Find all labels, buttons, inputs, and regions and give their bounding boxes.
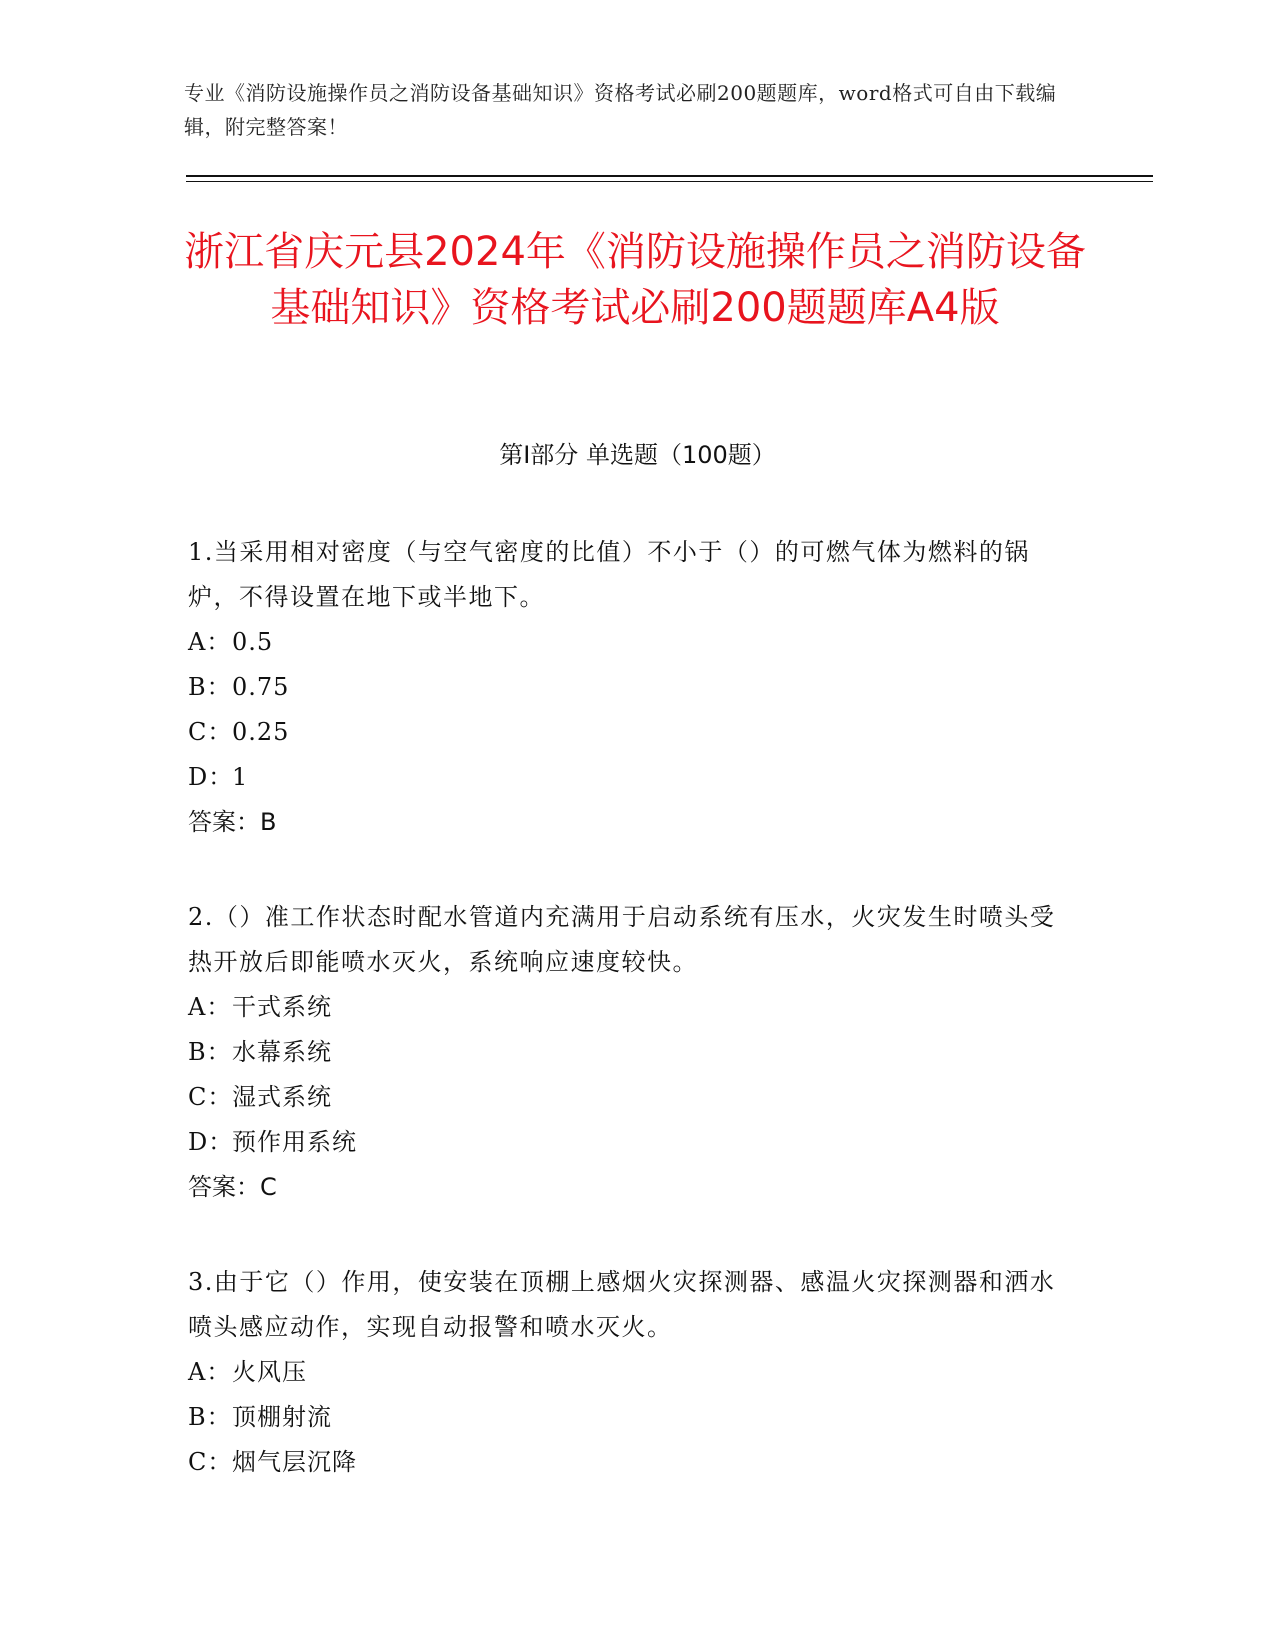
answer-line: 答案：B: [188, 808, 277, 836]
option-b: [188, 665, 1068, 710]
option-c: [188, 710, 1068, 755]
question-stem: 2.（）准工作状态时配水管道内充满用于启动系统有压水，火灾发生时喷头受热开放后即能喷水灭火，系统响应速度较快。: [188, 903, 1056, 976]
question-list: [188, 530, 1068, 1535]
option-letter: A：: [188, 1358, 232, 1386]
header-rule-thin: [186, 181, 1153, 182]
option-letter: B：: [188, 1038, 232, 1066]
option-text: 预作用系统: [232, 1128, 357, 1156]
option-letter: B：: [188, 673, 232, 701]
option-b: [188, 1395, 1068, 1440]
question-stem: 3.由于它（）作用，使安装在顶棚上感烟火灾探测器、感温火灾探测器和洒水喷头感应动作，实现自动报警和喷水灭火。: [188, 1268, 1056, 1341]
option-a: [188, 1350, 1068, 1395]
header-note: 专业《消防设施操作员之消防设备基础知识》资格考试必刷200题题库，word格式可自由下载编辑，附完整答案！: [184, 81, 1057, 139]
option-text: 干式系统: [232, 993, 332, 1021]
option-d: [188, 755, 1068, 800]
option-text: 水幕系统: [232, 1038, 332, 1066]
option-text: 顶棚射流: [232, 1403, 332, 1431]
option-a: [188, 985, 1068, 1030]
option-letter: C：: [188, 1083, 233, 1111]
question-2: [188, 895, 1068, 1210]
option-text: 0.25: [232, 718, 290, 746]
option-text: 烟气层沉降: [232, 1448, 357, 1476]
option-letter: B：: [188, 1403, 232, 1431]
option-text: 0.5: [232, 628, 274, 656]
answer-line: 答案：C: [188, 1173, 277, 1201]
question-1: [188, 530, 1068, 845]
option-letter: C：: [188, 1448, 233, 1476]
option-d: [188, 1120, 1068, 1165]
option-a: [188, 620, 1068, 665]
option-text: 0.75: [232, 673, 290, 701]
question-stem: 1.当采用相对密度（与空气密度的比值）不小于（）的可燃气体为燃料的锅炉，不得设置在地下或半地下。: [188, 538, 1030, 611]
document-title: 浙江省庆元县2024年《消防设施操作员之消防设备基础知识》资格考试必刷200题题库A4版: [184, 229, 1086, 331]
option-letter: D：: [188, 763, 234, 791]
option-b: [188, 1030, 1068, 1075]
option-letter: D：: [188, 1128, 234, 1156]
section-title: 第I部分 单选题（100题）: [499, 441, 776, 469]
question-3: [188, 1260, 1068, 1485]
option-letter: C：: [188, 718, 233, 746]
option-letter: A：: [188, 628, 232, 656]
option-letter: A：: [188, 993, 232, 1021]
option-c: [188, 1075, 1068, 1120]
option-text: 火风压: [232, 1358, 307, 1386]
option-c: [188, 1440, 1068, 1485]
option-text: 湿式系统: [232, 1083, 332, 1111]
header-rule-thick: [186, 175, 1153, 177]
option-text: 1: [232, 763, 249, 791]
